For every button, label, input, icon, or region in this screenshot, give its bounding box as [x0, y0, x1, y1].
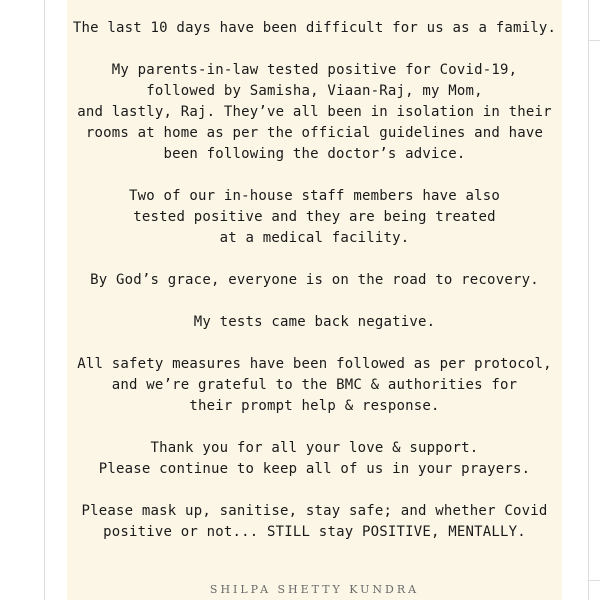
signature: SHILPA SHETTY KUNDRA [209, 583, 420, 596]
statement-line: at a medical facility. [219, 230, 410, 246]
statement-line: All safety measures have been followed as per protocol, [77, 356, 552, 372]
statement-line: been following the doctor’s advice. [163, 146, 466, 162]
right-panel-bottom-edge [588, 580, 600, 581]
statement-paragraph [67, 270, 562, 291]
statement-line: and lastly, Raj. They’ve all been in isolation in their [77, 104, 552, 120]
statement-line: The last 10 days have been difficult for us as a family. [72, 20, 557, 36]
statement-line: Two of our in-house staff members have also [128, 188, 501, 204]
right-panel-top-edge [588, 40, 600, 41]
statement-line: tested positive and they are being treated [133, 209, 496, 225]
statement-line: their prompt help & response. [189, 398, 440, 414]
statement-text [67, 18, 562, 564]
statement-line: By God’s grace, everyone is on the road to recovery. [90, 272, 539, 288]
statement-line: Thank you for all your love & support. [150, 440, 479, 456]
statement-line: My tests came back negative. [193, 314, 436, 330]
statement-paragraph [67, 438, 562, 480]
statement-line: followed by Samisha, Viaan-Raj, my Mom, [146, 83, 483, 99]
statement-paragraph [67, 60, 562, 165]
statement-image [67, 0, 562, 600]
statement-line: Please mask up, sanitise, stay safe; and whether Covid [81, 503, 548, 519]
statement-paragraph [67, 186, 562, 249]
statement-line: Please continue to keep all of us in your prayers. [98, 461, 531, 477]
statement-line: and we’re grateful to the BMC & authorities for [111, 377, 518, 393]
statement-paragraph [67, 354, 562, 417]
left-column-divider [44, 0, 45, 600]
statement-line: My parents-in-law tested positive for Covid-19, [111, 62, 518, 78]
statement-line: rooms at home as per the official guidelines and have [85, 125, 544, 141]
statement-paragraph [67, 312, 562, 333]
statement-paragraph [67, 18, 562, 39]
right-column-divider [588, 0, 589, 600]
statement-paragraph [67, 501, 562, 543]
statement-line: positive or not... STILL stay POSITIVE, MENTALLY. [103, 524, 526, 540]
